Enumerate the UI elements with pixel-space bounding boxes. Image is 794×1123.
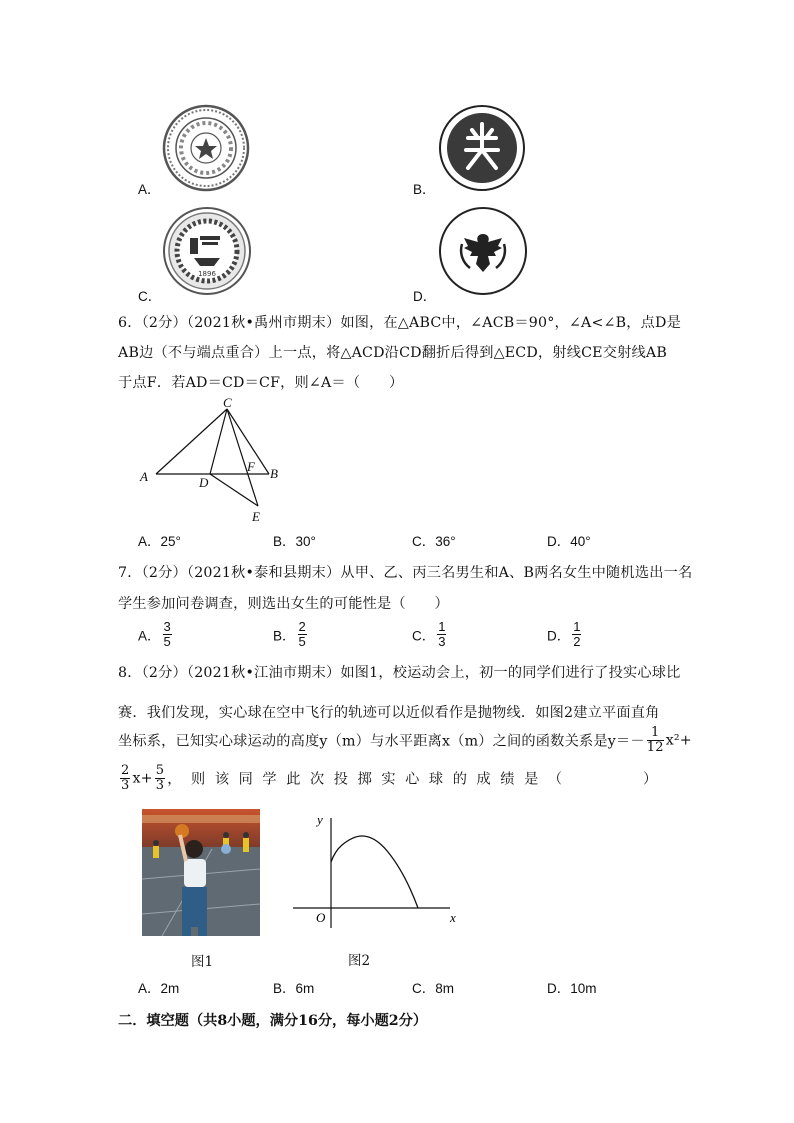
- section-2-heading: 二．填空题（共8小题，满分16分，每小题2分）: [118, 1013, 428, 1029]
- q7-option-c: [412, 620, 448, 649]
- q7-option-b-fraction: [298, 620, 307, 649]
- q8-coef3-num: 5: [155, 763, 165, 778]
- q7-option-b: [273, 620, 309, 649]
- q7-text-line2: 学生参加问卷调查，则选出女生的可能性是（ ）: [118, 596, 449, 612]
- q8-figure2-graph: [290, 810, 470, 928]
- q7-option-a: [138, 620, 174, 649]
- q8-coef2-num: 2: [121, 763, 130, 778]
- q6-option-a: A．25°: [138, 534, 181, 549]
- q6-text-line1: 6．（2分）（2021秋•禹州市期末）如图，在△ABC中，∠ACB＝90°，∠A<∠B，点D是: [118, 315, 682, 331]
- q8-line3-post: x²+: [665, 732, 692, 749]
- q7-option-b-den: 5: [298, 634, 306, 649]
- q7-option-a-den: 5: [163, 634, 171, 649]
- q7-option-c-num: 1: [438, 619, 446, 634]
- q8-text-line3: [118, 726, 692, 755]
- q7-option-c-den: 3: [438, 634, 446, 649]
- label-f: F: [247, 459, 255, 474]
- option-d-emblem: [438, 206, 528, 296]
- option-c-emblem: [162, 206, 252, 296]
- label-d: D: [199, 475, 209, 490]
- q8-coef1-den: 12: [646, 740, 664, 755]
- q7-option-d-num: 1: [573, 619, 581, 634]
- q8-text-line1: 8．（2分）（2021秋•江油市期末）如图1，校运动会上，初一的同学们进行了投实心球比: [118, 665, 681, 681]
- q8-coef2-fraction: [120, 764, 130, 793]
- q8-option-a: A．2m: [138, 981, 180, 996]
- label-b: B: [270, 466, 278, 481]
- option-a-emblem: [162, 104, 250, 192]
- q6-triangle-figure: [136, 395, 296, 525]
- q7-option-b-label: B．: [273, 628, 296, 644]
- q8-option-c: C．8m: [412, 981, 455, 996]
- q7-text-line1: 7．（2分）（2021秋•泰和县期末）从甲、乙、丙三名男生和A、B两名女生中随机选出一名: [118, 565, 693, 581]
- q8-figure2-caption: 图2: [348, 953, 371, 969]
- option-a-label: A．: [138, 182, 161, 197]
- q7-option-a-fraction: [163, 620, 172, 649]
- option-b-label: B．: [413, 182, 436, 197]
- q7-option-b-num: 2: [298, 619, 306, 634]
- axis-y-label: y: [317, 812, 323, 827]
- label-a: A: [140, 469, 148, 484]
- q7-option-d-label: D．: [547, 628, 571, 644]
- label-c: C: [223, 395, 232, 410]
- q8-figure1-caption: 图1: [191, 954, 214, 970]
- axis-x-label: x: [450, 910, 456, 925]
- q8-coef1-fraction: [647, 726, 664, 755]
- q6-text-line3: 于点F．若AD＝CD＝CF，则∠A＝（ ）: [118, 375, 404, 391]
- option-c-label: C．: [138, 289, 162, 304]
- q6-option-b: B．30°: [273, 534, 316, 549]
- q6-option-d: D．40°: [547, 534, 591, 549]
- q7-option-d-den: 2: [573, 634, 581, 649]
- q7-option-d-fraction: [572, 620, 581, 649]
- logo-c-year: 1896: [198, 270, 216, 278]
- q8-text-line4: [118, 764, 667, 793]
- q8-line3-text: 坐标系，已知实心球运动的高度y（m）与水平距离x（m）之间的函数关系是y＝－: [118, 733, 645, 750]
- q7-option-c-fraction: [437, 620, 446, 649]
- q7-option-d: [547, 620, 583, 649]
- q8-coef2-tail: x+: [132, 770, 153, 787]
- q7-option-a-label: A．: [138, 628, 161, 644]
- q7-option-a-num: 3: [163, 619, 171, 634]
- q8-line4-tail: ，则该同学此次投掷实心球的成绩是（ ）: [167, 771, 667, 788]
- q7-option-c-label: C．: [412, 628, 436, 644]
- option-b-emblem: [438, 104, 526, 192]
- q8-coef1-num: 1: [647, 726, 664, 741]
- option-d-label: D．: [413, 289, 437, 304]
- q6-text-line2: AB边（不与端点重合）上一点，将△ACD沿CD翻折后得到△ECD，射线CE交射线AB: [118, 345, 667, 361]
- origin-label: O: [316, 910, 326, 925]
- label-e: E: [252, 509, 260, 524]
- q6-option-c: C．36°: [412, 534, 456, 549]
- q8-coef3-fraction: [155, 764, 165, 793]
- q8-coef2-den: 3: [121, 778, 130, 793]
- q8-text-line2: 赛．我们发现，实心球在空中飞行的轨迹可以近似看作是抛物线．如图2建立平面直角: [118, 705, 660, 721]
- q8-coef3-den: 3: [155, 778, 165, 793]
- q8-option-b: B．6m: [273, 981, 315, 996]
- q8-option-d: D．10m: [547, 981, 597, 996]
- q8-figure1-photo: [142, 809, 260, 936]
- parabola-curve: [331, 836, 418, 908]
